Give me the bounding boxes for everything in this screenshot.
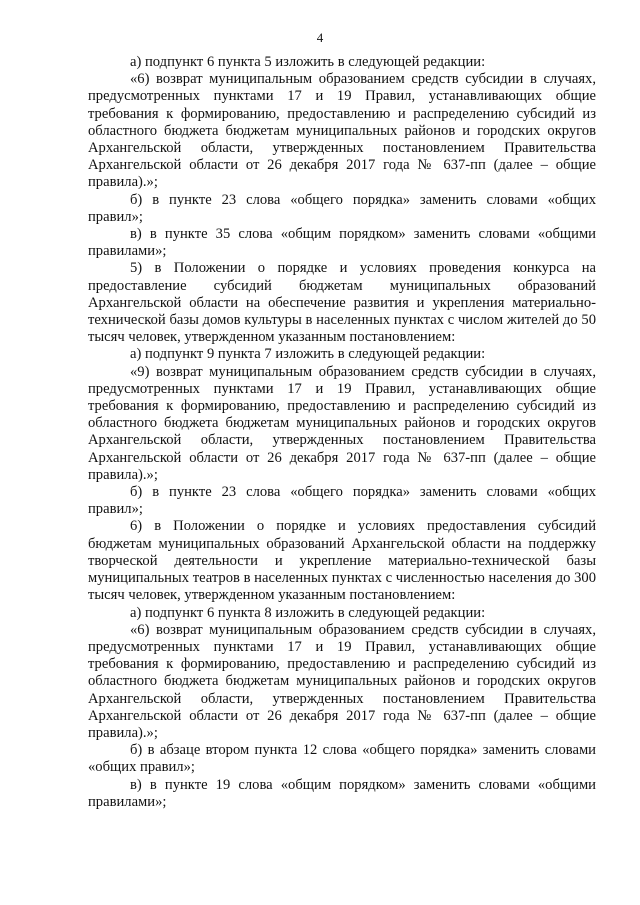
paragraph-11: «6) возврат муниципальным образованием средств субсидии в случаях, предусмотренных пунктами 17 и 19 Правил, устанавливающих общие требования к формированию, предоставлению и распределению субсидий из областного бюджета бюджетам муниципальных районов и городских округов Архангельской области, утвержденных постановлением Правительства Архангельской области от 26 декабря 2017 года № 637-пп (далее – общие правила).»; <box>88 621 596 741</box>
paragraph-5: 5) в Положении о порядке и условиях проведения конкурса на предоставление субсидий бюджетам муниципальных образований Архангельской области на обеспечение развития и укрепления материально-технической базы домов культуры в населенных пунктах с числом жителей до 50 тысяч человек, утвержденном указанным постановлением: <box>88 260 596 346</box>
paragraph-12: б) в абзаце втором пункта 12 слова «общего порядка» заменить словами «общих правил»; <box>88 742 596 776</box>
paragraph-2: «6) возврат муниципальным образованием средств субсидии в случаях, предусмотренных пунктами 17 и 19 Правил, устанавливающих общие требования к формированию, предоставлению и распределению субсидий из областного бюджета бюджетам муниципальных районов и городских округов Архангельской области, утвержденных постановлением Правительства Архангельской области от 26 декабря 2017 года № 637-пп (далее – общие правила).»; <box>88 71 596 191</box>
paragraph-10: а) подпункт 6 пункта 8 изложить в следующей редакции: <box>130 604 486 621</box>
paragraph-3: б) в пункте 23 слова «общего порядка» заменить словами «общих правил»; <box>88 191 596 225</box>
paragraph-9: 6) в Положении о порядке и условиях предоставления субсидий бюджетам муниципальных образований Архангельской области на поддержку творческой деятельности и укрепление материально-технической базы муниципальных театров в населенных пунктах с численностью населения до 300 тысяч человек, утвержденном указанным постановлением: <box>88 518 596 604</box>
paragraph-7: «9) возврат муниципальным образованием средств субсидии в случаях, предусмотренных пунктами 17 и 19 Правил, устанавливающих общие требования к формированию, предоставлению и распределению субсидий из областного бюджета бюджетам муниципальных районов и городских округов Архангельской области, утвержденных постановлением Правительства Архангельской области от 26 декабря 2017 года № 637-пп (далее – общие правила).»; <box>88 363 596 483</box>
paragraph-1: а) подпункт 6 пункта 5 изложить в следующей редакции: <box>130 54 486 70</box>
document-body <box>88 54 596 811</box>
paragraph-6: а) подпункт 9 пункта 7 изложить в следующей редакции: <box>130 346 486 363</box>
paragraph-13: в) в пункте 19 слова «общим порядком» заменить словами «общими правилами»; <box>88 776 596 810</box>
paragraph-8: б) в пункте 23 слова «общего порядка» заменить словами «общих правил»; <box>88 484 596 518</box>
page-number: 4 <box>316 30 324 45</box>
paragraph-4: в) в пункте 35 слова «общим порядком» заменить словами «общими правилами»; <box>88 226 596 260</box>
